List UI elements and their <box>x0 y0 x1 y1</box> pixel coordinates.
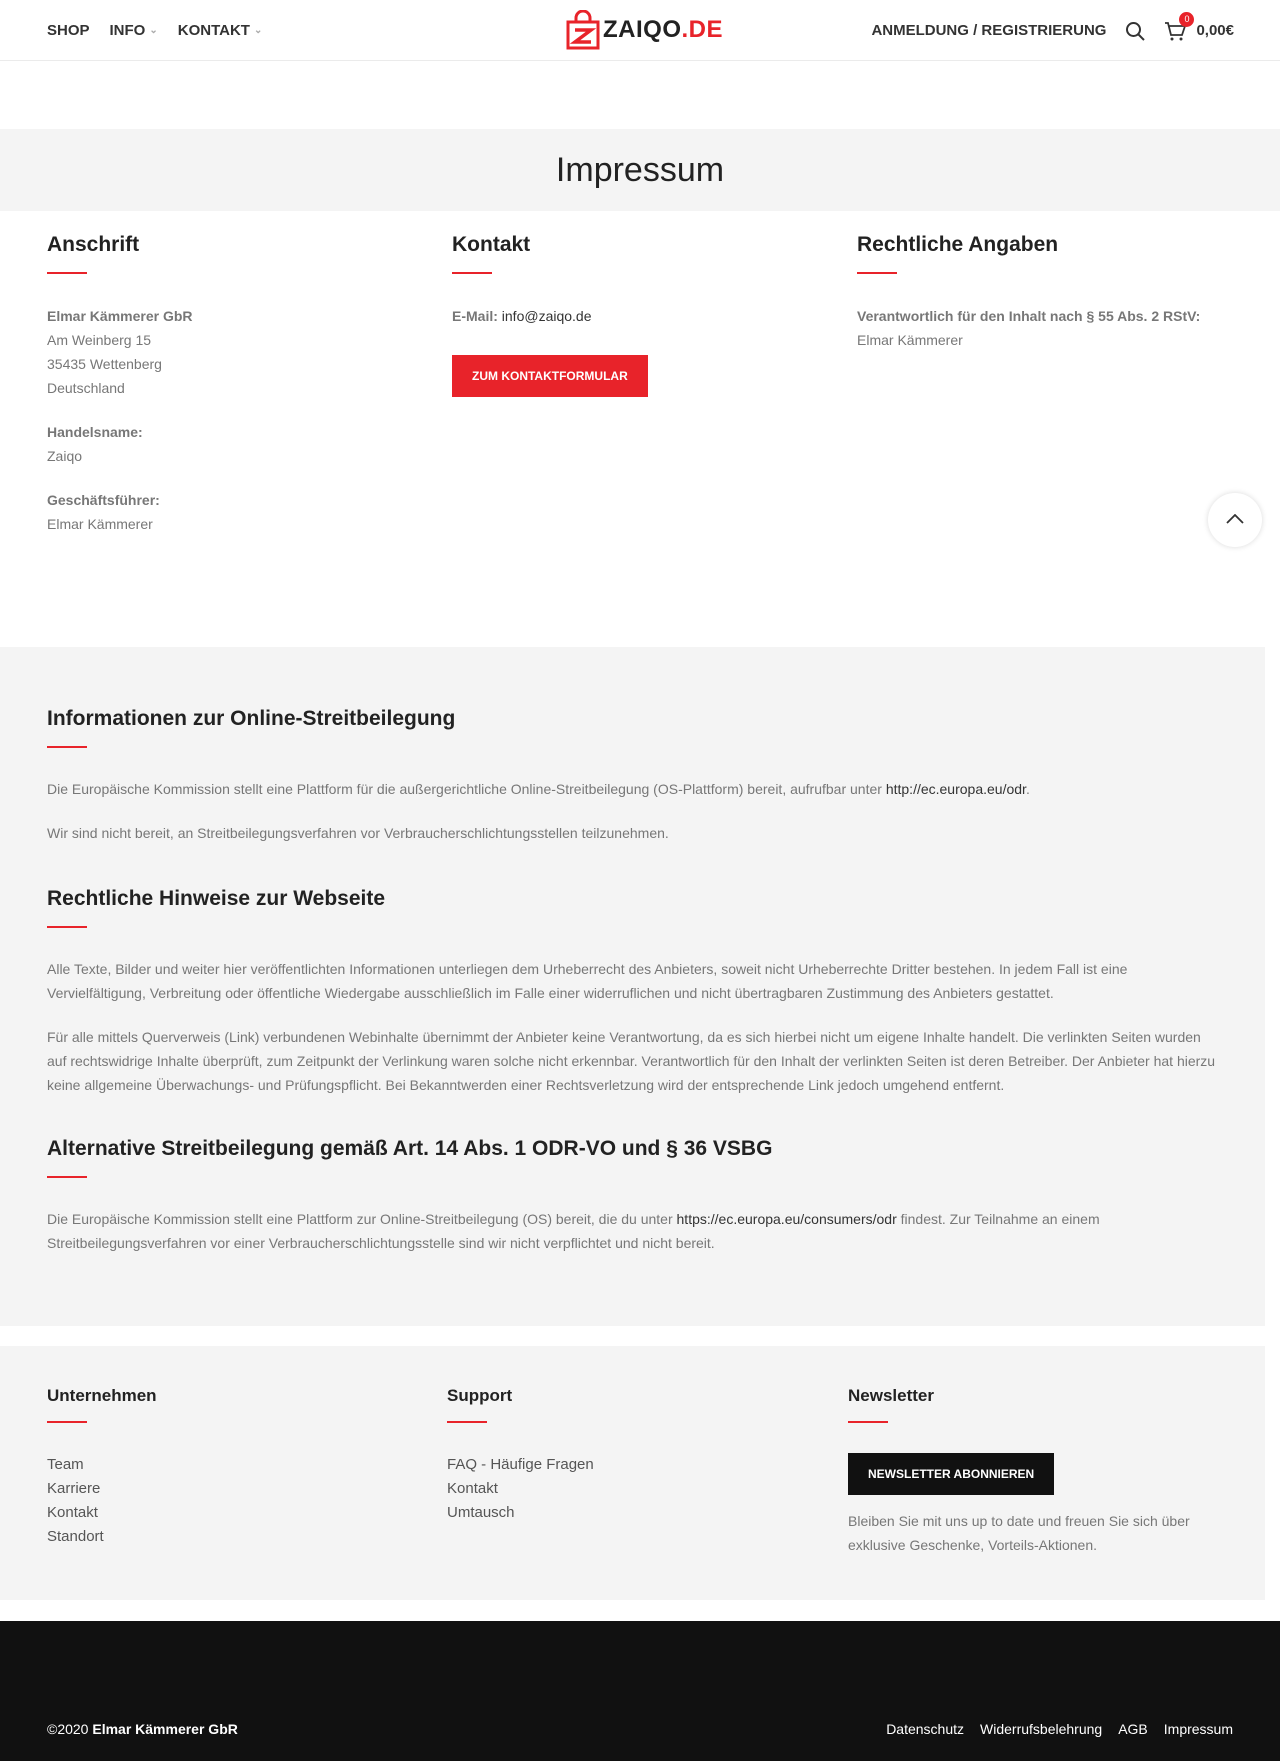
link-impressum[interactable]: Impressum <box>1163 1721 1233 1737</box>
nav-kontakt-label: KONTAKT <box>177 22 250 39</box>
kontakt-column <box>452 233 822 397</box>
heading-underline <box>47 926 87 928</box>
footer-link-umtausch[interactable]: Umtausch <box>447 1504 515 1521</box>
alt-text-end: findest. Zur Teilnahme an einem Streitbeilegungsverfahren vor einer Verbraucherschlichtungsstelle sind wir nicht verpflichtet und nicht bereit. <box>47 1211 1100 1251</box>
link-widerrufsbelehrung[interactable]: Widerrufsbelehrung <box>980 1721 1103 1737</box>
legal-notes-heading: Rechtliche Hinweise zur Webseite <box>47 887 386 910</box>
footer-link-team[interactable]: Team <box>47 1456 84 1473</box>
footer-newsletter-column <box>848 1386 1208 1557</box>
cart-icon <box>1164 13 1190 42</box>
copyright <box>47 1721 238 1737</box>
cart-button[interactable] <box>1164 13 1234 42</box>
trade-name-value: Zaiqo <box>47 448 83 464</box>
heading-underline <box>47 1176 87 1178</box>
nav-shop-label: SHOP <box>47 22 90 39</box>
footer-support-heading: Support <box>447 1386 513 1405</box>
anschrift-content <box>47 304 417 599</box>
rechtlich-column <box>857 233 1227 352</box>
alternative-dispute-paragraph <box>47 1207 1218 1255</box>
nav-shop[interactable] <box>47 22 90 39</box>
dispute-paragraph-1 <box>47 777 1218 801</box>
kontakt-heading: Kontakt <box>452 233 531 256</box>
responsible-label: Verantwortlich für den Inhalt nach § 55 Abs. 2 RStV: <box>857 308 1201 324</box>
heading-underline <box>452 272 492 274</box>
anschrift-heading: Anschrift <box>47 233 140 256</box>
header-actions <box>871 0 1234 61</box>
page-title-band <box>0 129 1280 211</box>
heading-underline <box>447 1421 487 1423</box>
odr-link[interactable]: http://ec.europa.eu/odr <box>885 781 1026 797</box>
page-title: Impressum <box>555 150 725 189</box>
ceo-value: Elmar Kämmerer <box>47 516 153 532</box>
consumers-odr-link[interactable]: https://ec.europa.eu/consumers/odr <box>676 1211 897 1227</box>
login-register-link[interactable]: ANMELDUNG / REGISTRIERUNG <box>871 22 1107 39</box>
responsible-value: Elmar Kämmerer <box>857 332 963 348</box>
footer-link-support-kontakt[interactable]: Kontakt <box>447 1480 498 1497</box>
link-datenschutz[interactable]: Datenschutz <box>886 1721 965 1737</box>
newsletter-subscribe-button[interactable]: NEWSLETTER ABONNIEREN <box>848 1453 1054 1495</box>
copyright-year: ©2020 <box>47 1721 89 1737</box>
cart-count-badge: 0 <box>1179 12 1194 27</box>
legal-notes-paragraph-1: Alle Texte, Bilder und weiter hier veröffentlichten Informationen unterliegen dem Urheberrecht des Anbieters, soweit nicht Urheberrechte Dritter bestehen. In jedem Fall ist eine Vervielfältigung, Verbreitung oder öffentliche Wiedergabe ausschließlich im Falle einer widerruflichen und nicht übertragbaren Zustimmung des Anbieters gestattet. <box>47 961 1128 1001</box>
newsletter-description: Bleiben Sie mit uns up to date und freuen Sie sich über exklusive Geschenke, Vorteils-Aktionen. <box>848 1513 1190 1553</box>
heading-underline <box>47 746 87 748</box>
search-icon[interactable] <box>1124 20 1146 42</box>
dispute-resolution-heading: Informationen zur Online-Streitbeilegung <box>47 707 456 730</box>
alternative-dispute-heading: Alternative Streitbeilegung gemäß Art. 14 Abs. 1 ODR-VO und § 36 VSBG <box>47 1137 773 1160</box>
legal-notes-paragraph-2: Für alle mittels Querverweis (Link) verbundenen Webinhalte übernimmt der Anbieter keine Verantwortung, da es sich hierbei nicht um eigene Inhalte handelt. Die verlinkten Seiten wurden auf rechtswidrige Inhalte überprüft, zum Zeitpunkt der Verlinkung waren solche nicht erkennbar. Verantwortlich für den Inhalt der verlinkten Seiten ist deren Betreiber. Der Anbieter hat hierzu keine allgemeine Überwachungs- und Prüfungspflicht. Bei Bekanntwerden einer Rechtsverletzung wird der entsprechende Link jedoch umgehend entfernt. <box>47 1029 1216 1093</box>
bottom-bar <box>0 1621 1280 1761</box>
site-header <box>0 0 1280 61</box>
footer-link-faq[interactable]: FAQ - Häufige Fragen <box>447 1456 594 1473</box>
scroll-to-top-button[interactable] <box>1208 493 1262 547</box>
link-agb[interactable]: AGB <box>1118 1721 1148 1737</box>
dispute-paragraph-2: Wir sind nicht bereit, an Streitbeilegungsverfahren vor Verbraucherschlichtungsstellen teilzunehmen. <box>47 825 669 841</box>
footer-newsletter-heading: Newsletter <box>848 1386 934 1405</box>
chevron-down-icon: ⌄ <box>253 25 263 36</box>
ceo-label: Geschäftsführer: <box>47 492 160 508</box>
dispute-text: Die Europäische Kommission stellt eine Plattform für die außergerichtliche Online-Streitbeilegung (OS-Plattform) bereit, aufrufbar unter <box>47 781 886 797</box>
bottom-links <box>886 1721 1233 1737</box>
nav-kontakt[interactable] <box>178 22 263 39</box>
dispute-text-end: . <box>1025 781 1030 797</box>
alt-text: Die Europäische Kommission stellt eine Plattform zur Online-Streitbeilegung (OS) bereit, die du unter <box>47 1211 677 1227</box>
heading-underline <box>47 272 87 274</box>
contact-form-button[interactable]: ZUM KONTAKTFORMULAR <box>452 355 648 397</box>
heading-underline <box>47 1421 87 1423</box>
chevron-up-icon <box>1226 511 1244 529</box>
copyright-name: Elmar Kämmerer GbR <box>92 1721 238 1737</box>
footer-company-heading: Unternehmen <box>47 1386 157 1405</box>
rechtlich-heading: Rechtliche Angaben <box>857 233 1059 256</box>
logo-text <box>603 16 723 44</box>
heading-underline <box>848 1421 888 1423</box>
company-name: Elmar Kämmerer GbR <box>47 308 193 324</box>
email-link[interactable]: info@zaiqo.de <box>501 308 592 324</box>
logo-main-text: ZAIQO <box>603 16 682 43</box>
heading-underline <box>857 272 897 274</box>
email-label: E-Mail: <box>452 308 498 324</box>
anschrift-column <box>47 233 417 599</box>
footer-support-column <box>447 1386 807 1525</box>
cart-total: 0,00€ <box>1196 22 1234 39</box>
nav-info-label: INFO <box>109 22 146 39</box>
footer-link-kontakt[interactable]: Kontakt <box>47 1504 98 1521</box>
site-logo[interactable] <box>566 9 723 51</box>
country: Deutschland <box>47 380 125 396</box>
nav-info[interactable] <box>110 22 158 39</box>
shopping-bag-logo-icon <box>566 10 600 50</box>
footer-widgets <box>0 1346 1265 1600</box>
street: Am Weinberg 15 <box>47 332 152 348</box>
logo-accent-text: .DE <box>681 16 724 43</box>
legal-info-section <box>0 647 1265 1326</box>
main-nav <box>47 0 262 61</box>
chevron-down-icon: ⌄ <box>149 25 158 36</box>
trade-name-label: Handelsname: <box>47 424 143 440</box>
footer-company-column <box>47 1386 407 1549</box>
city: 35435 Wettenberg <box>47 356 162 372</box>
footer-link-karriere[interactable]: Karriere <box>47 1480 101 1497</box>
footer-link-standort[interactable]: Standort <box>47 1528 104 1545</box>
